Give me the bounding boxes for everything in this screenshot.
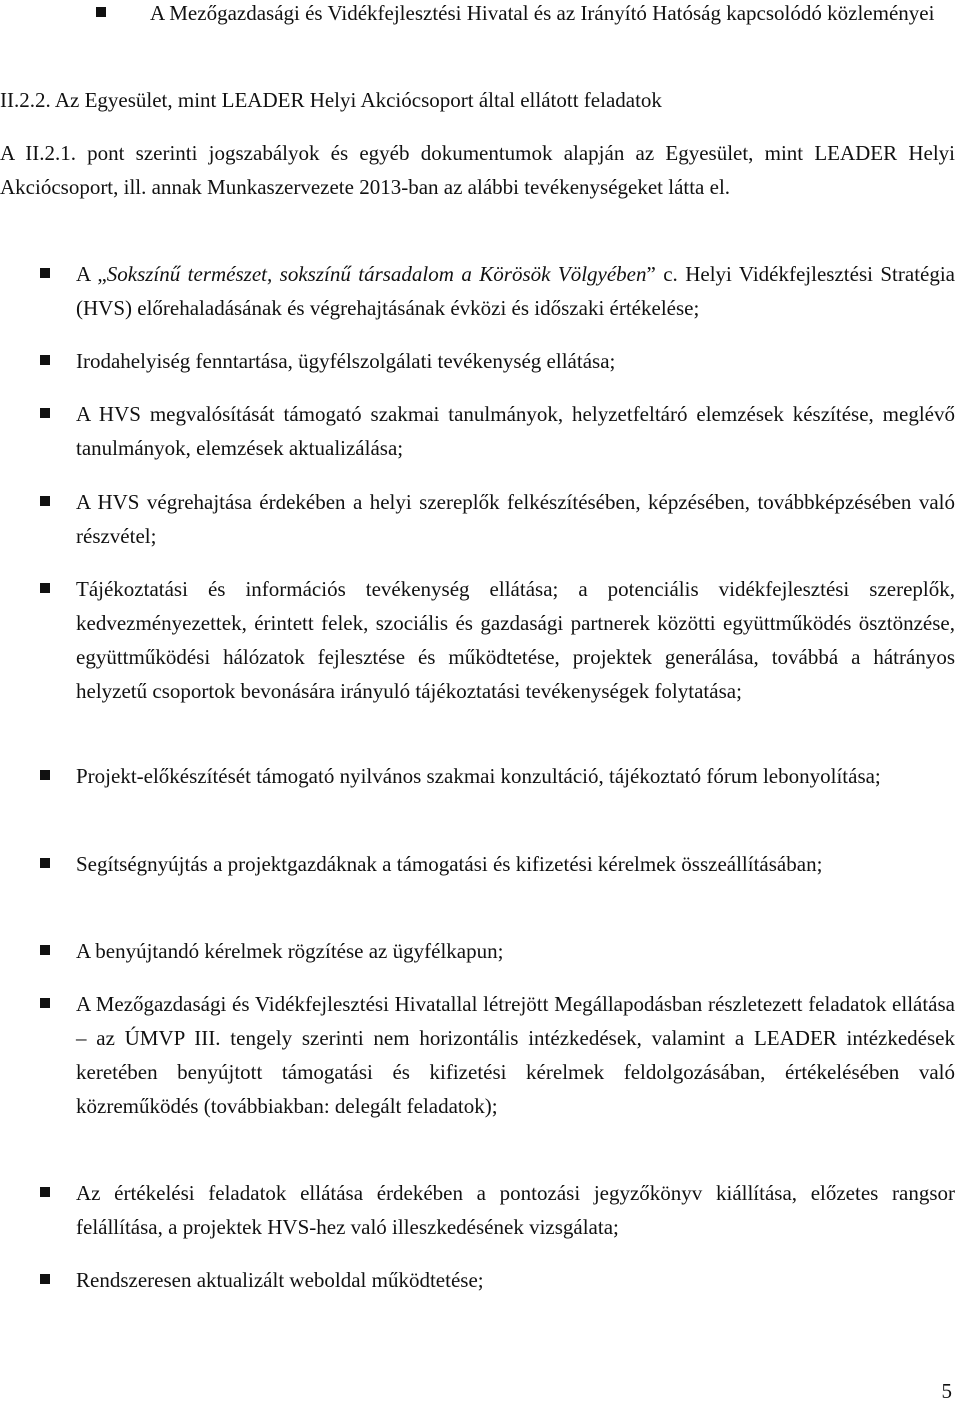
bullet-icon xyxy=(40,408,50,418)
list-item-text: Irodahelyiség fenntartása, ügyfélszolgálati tevékenység ellátása; xyxy=(76,349,616,373)
bullet-icon xyxy=(40,355,50,365)
list-item xyxy=(40,987,955,1123)
list-item xyxy=(40,397,955,465)
intro-paragraph: A II.2.1. pont szerinti jogszabályok és egyéb dokumentumok alapján az Egyesület, mint LEADER Helyi Akciócsoport, ill. annak Munkaszervezete 2013-ban az alábbi tevékenységeket látta el. xyxy=(0,141,955,199)
list-item-prefix: A „ xyxy=(76,262,107,286)
list-item xyxy=(40,1176,955,1244)
list-item-text: A HVS megvalósítását támogató szakmai tanulmányok, helyzetfeltáró elemzések készítése, meglévő tanulmányok, elemzések aktualizálása; xyxy=(76,402,955,460)
list-item-text: A Mezőgazdasági és Vidékfejlesztési Hivatallal létrejött Megállapodásban részletezett feladatok ellátása – az ÚMVP III. tengely szerinti nem horizontális intézkedések, valamint a LEADER intézkedések keretében benyújtott támogatási és kifizetési kérelmek feldolgozásában, értékelésében való közreműködés (továbbiakban: delegált feladatok); xyxy=(76,992,955,1118)
list-item-text: A HVS végrehajtása érdekében a helyi szereplők felkészítésében, képzésében, továbbképzésében való részvétel; xyxy=(76,490,955,548)
list-item xyxy=(40,344,955,378)
section-heading: II.2.2. Az Egyesület, mint LEADER Helyi Akciócsoport által ellátott feladatok xyxy=(0,88,662,112)
bullet-icon xyxy=(40,998,50,1008)
bullet-icon xyxy=(40,945,50,955)
list-item-text xyxy=(76,257,955,325)
list-item-text: A Mezőgazdasági és Vidékfejlesztési Hivatal és az Irányító Hatóság kapcsolódó közleményei xyxy=(150,1,935,25)
list-item xyxy=(40,847,955,881)
bullet-icon xyxy=(40,858,50,868)
list-item-text: Rendszeresen aktualizált weboldal működtetése; xyxy=(76,1268,484,1292)
bullet-icon xyxy=(40,1187,50,1197)
list-item-text: A benyújtandó kérelmek rögzítése az ügyfélkapun; xyxy=(76,939,504,963)
list-item xyxy=(40,934,955,968)
list-item xyxy=(40,759,955,793)
bullet-icon xyxy=(40,583,50,593)
list-item xyxy=(96,0,955,30)
list-item-text: Tájékoztatási és információs tevékenység ellátása; a potenciális vidékfejlesztési szereplők, kedvezményezettek, érintett felek, szociális és gazdasági partnerek közötti együttműködés ösztönzése, együttműködési hálózatok fejlesztése és működtetése, projektek generálása, továbbá a hátrányos helyzetű csoportok bevonására irányuló tájékoztatási tevékenységek folytatása; xyxy=(76,577,955,703)
list-item xyxy=(40,257,955,325)
page-number: 5 xyxy=(941,1379,952,1403)
list-item-text: Segítségnyújtás a projektgazdáknak a támogatási és kifizetési kérelmek összeállításában; xyxy=(76,852,823,876)
list-item xyxy=(40,572,955,708)
list-item-suffix: ” c. Helyi Vidékfejlesztési Stratégia (HVS) előrehaladásának és végrehajtásának évközi és időszaki értékelése; xyxy=(76,262,956,320)
list-item xyxy=(40,1263,955,1297)
bullet-icon xyxy=(40,268,50,278)
bullet-icon xyxy=(40,1274,50,1284)
list-item-text: Projekt-előkészítését támogató nyilvános szakmai konzultáció, tájékoztató fórum lebonyolítása; xyxy=(76,764,881,788)
bullet-icon xyxy=(40,496,50,506)
list-item-text: Az értékelési feladatok ellátása érdekében a pontozási jegyzőkönyv kiállítása, előzetes rangsor felállítása, a projektek HVS-hez való illeszkedésének vizsgálata; xyxy=(76,1181,955,1239)
list-item xyxy=(40,485,955,553)
bullet-icon xyxy=(40,770,50,780)
strategy-title: Sokszínű természet, sokszínű társadalom a Körösök Völgyében xyxy=(106,262,647,286)
